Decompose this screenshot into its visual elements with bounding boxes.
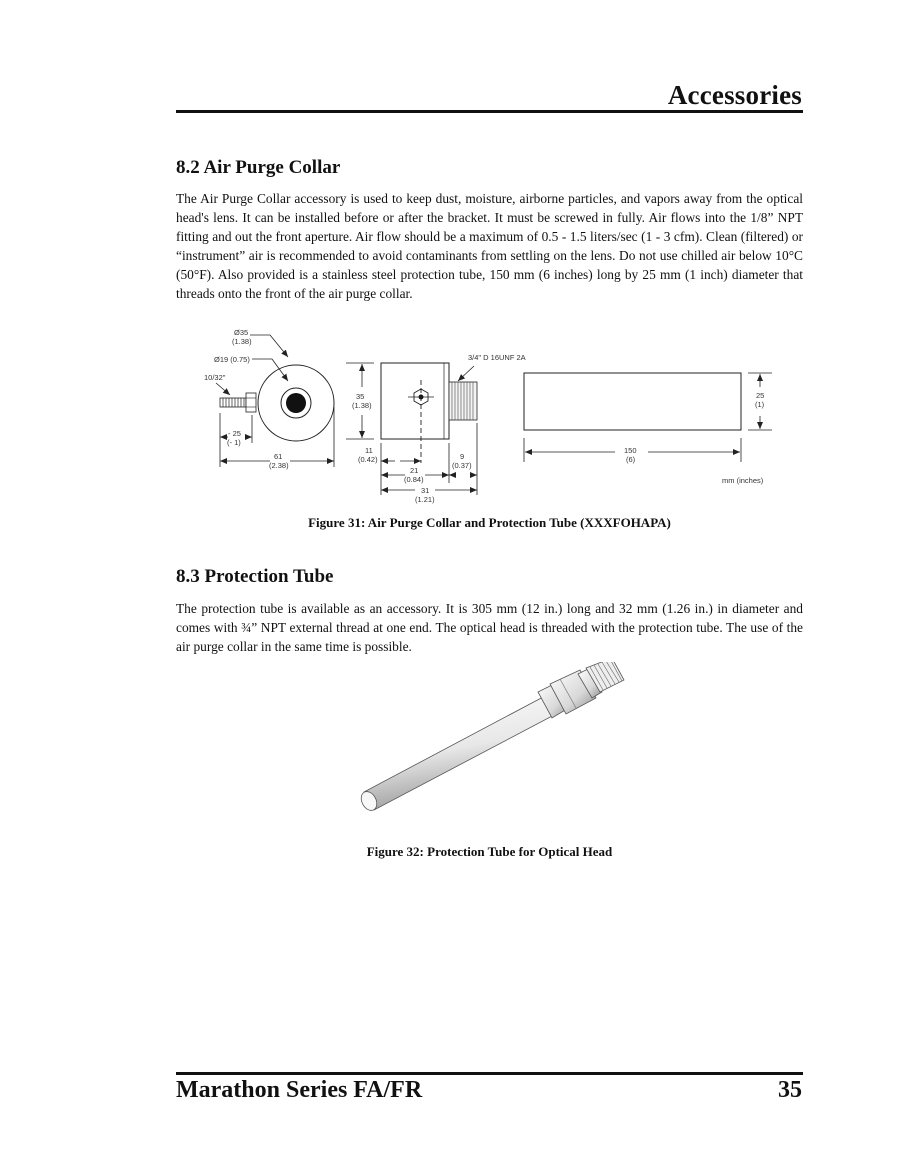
svg-text:(1): (1)	[755, 400, 765, 409]
inner-diameter-label: Ø19 (0.75)	[214, 355, 250, 364]
figure-32-caption: Figure 32: Protection Tube for Optical Head	[366, 844, 613, 859]
svg-text:(1.38): (1.38)	[232, 337, 252, 346]
page-number: 35	[778, 1077, 802, 1103]
svg-text:- 25: - 25	[228, 429, 241, 438]
svg-text:(1.38): (1.38)	[352, 401, 372, 410]
svg-text:9: 9	[460, 452, 465, 461]
svg-text:21: 21	[410, 466, 419, 475]
outer-diameter-label: Ø35	[234, 328, 249, 337]
svg-text:11: 11	[365, 446, 373, 455]
svg-text:(0.42): (0.42)	[358, 455, 378, 464]
protection-tube-paragraph: The protection tube is available as an accessory. It is 305 mm (12 in.) long and 32 mm (1.26 in.) in diameter and comes with ¾” NPT external thread at one end. The optical head is threaded with the protection tube. The use of the air purge collar in the same time is possible.	[176, 601, 803, 654]
figure-31-drawing	[190, 325, 790, 510]
svg-text:35: 35	[356, 392, 365, 401]
svg-text:(1.21): (1.21)	[415, 495, 435, 504]
svg-text:(0.84): (0.84)	[404, 475, 424, 484]
chapter-header: Accessories	[667, 80, 802, 110]
svg-text:(- 1): (- 1)	[227, 438, 241, 447]
figure-32-tube-illustration	[350, 662, 630, 827]
footer-rule	[176, 1072, 803, 1075]
collar-side-view	[346, 353, 526, 504]
svg-text:25: 25	[756, 391, 765, 400]
svg-text:31: 31	[421, 486, 430, 495]
figure-31-caption: Figure 31: Air Purge Collar and Protection Tube (XXXFOHAPA)	[308, 515, 671, 530]
units-label: mm (inches)	[722, 476, 764, 485]
svg-text:(0.37): (0.37)	[452, 461, 472, 470]
footer-product-title: Marathon Series FA/FR	[176, 1077, 423, 1103]
svg-text:150: 150	[624, 446, 637, 455]
screw-label: 10/32"	[204, 373, 226, 382]
header-rule	[176, 110, 803, 113]
collar-front-view	[204, 328, 334, 470]
svg-text:(2.38): (2.38)	[269, 461, 289, 470]
section-heading-protection-tube: 8.3 Protection Tube	[176, 566, 334, 587]
svg-text:61: 61	[274, 452, 283, 461]
svg-text:(6): (6)	[626, 455, 636, 464]
protection-tube-drawing	[524, 373, 772, 485]
air-purge-collar-paragraph: The Air Purge Collar accessory is used to keep dust, moisture, airborne particles, and vapors away from the optical head's lens. It can be installed before or after the bracket. It must be screwed in fully. Air flows into the 1/8” NPT fitting and out the front aperture. Air flow should be a maximum of 0.5 - 1.5 liters/sec (1 - 3 cfm). Clean (filtered) or “instrument” air is recommended to avoid contaminants from settling on the lens. Do not use chilled air below 10°C (50°F). Also provided is a stainless steel protection tube, 150 mm (6 inches) long by 25 mm (1 inch) diameter that threads onto the front of the air purge collar.	[176, 191, 803, 301]
section-heading-air-purge-collar: 8.2 Air Purge Collar	[176, 157, 341, 178]
thread-spec-label: 3/4" D 16UNF 2A	[468, 353, 526, 362]
